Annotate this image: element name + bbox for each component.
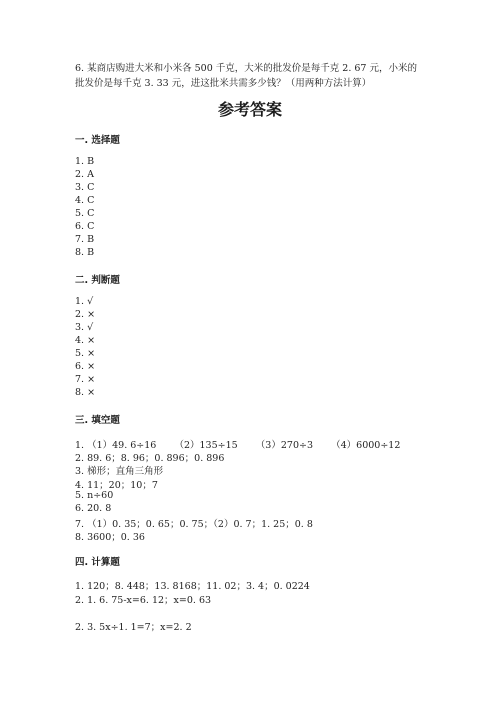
judge-answer-7: 7. × (75, 374, 96, 385)
judge-answer-2: 2. × (75, 309, 96, 320)
judge-answer-4: 4. × (75, 335, 96, 346)
choice-answer-4: 4. C (75, 195, 95, 206)
calc-answer-3: 2. 3. 5x÷1. 1=7；x=2. 2 (75, 622, 192, 633)
choice-answer-6: 6. C (75, 221, 95, 232)
choice-answer-8: 8. B (75, 247, 95, 258)
judge-answer-5: 5. × (75, 348, 96, 359)
choice-answer-3: 3. C (75, 182, 95, 193)
choice-answer-7: 7. B (75, 234, 95, 245)
choice-answer-5: 5. C (75, 208, 95, 219)
section-heading-choice: 一. 选择题 (75, 135, 120, 146)
question-6 (75, 61, 435, 91)
question-6-line-2: 批发价是每千克 3. 33 元，进这批米共需多少钱？（用两种方法计算） (75, 78, 372, 89)
fill-answer-8: 8. 3600；0. 36 (75, 532, 145, 543)
section-heading-judge: 二. 判断题 (75, 275, 120, 286)
page-title: 参考答案 (217, 100, 282, 119)
fill-answer-6: 6. 20. 8 (75, 503, 112, 514)
choice-answer-2: 2. A (75, 169, 94, 180)
calc-answer-1: 1. 120；8. 448；13. 8168；11. 02；3. 4；0. 0224 (75, 581, 310, 592)
judge-answer-6: 6. × (75, 361, 96, 372)
judge-answer-8: 8. × (75, 387, 96, 398)
question-6-line-1: 6. 某商店购进大米和小米各 500 千克，大米的批发价是每千克 2. 67 元，小米的 (75, 63, 417, 74)
fill-answer-2: 2. 89. 6；8. 96；0. 896；0. 896 (75, 453, 225, 464)
judge-answer-3: 3. √ (75, 322, 94, 333)
fill-answer-5: 5. n÷60 (75, 490, 114, 501)
section-heading-calc: 四. 计算题 (75, 557, 120, 568)
choice-answer-1: 1. B (75, 156, 95, 167)
fill-answer-4: 4. 11；20；10；7 (75, 480, 158, 491)
calc-answer-2: 2. 1. 6. 75-x=6. 12；x=0. 63 (75, 595, 212, 606)
section-heading-fill: 三. 填空题 (75, 415, 120, 426)
fill-answer-7: 7. （1）0. 35；0. 65；0. 75；（2）0. 7；1. 25；0. 8 (75, 519, 313, 530)
fill-answer-1: 1. （1）49. 6÷16 （2）135÷15 （3）270÷3 （4）6000÷12 (75, 440, 401, 451)
fill-answer-3: 3. 梯形；直角三角形 (75, 466, 164, 477)
judge-answer-1: 1. √ (75, 296, 94, 307)
